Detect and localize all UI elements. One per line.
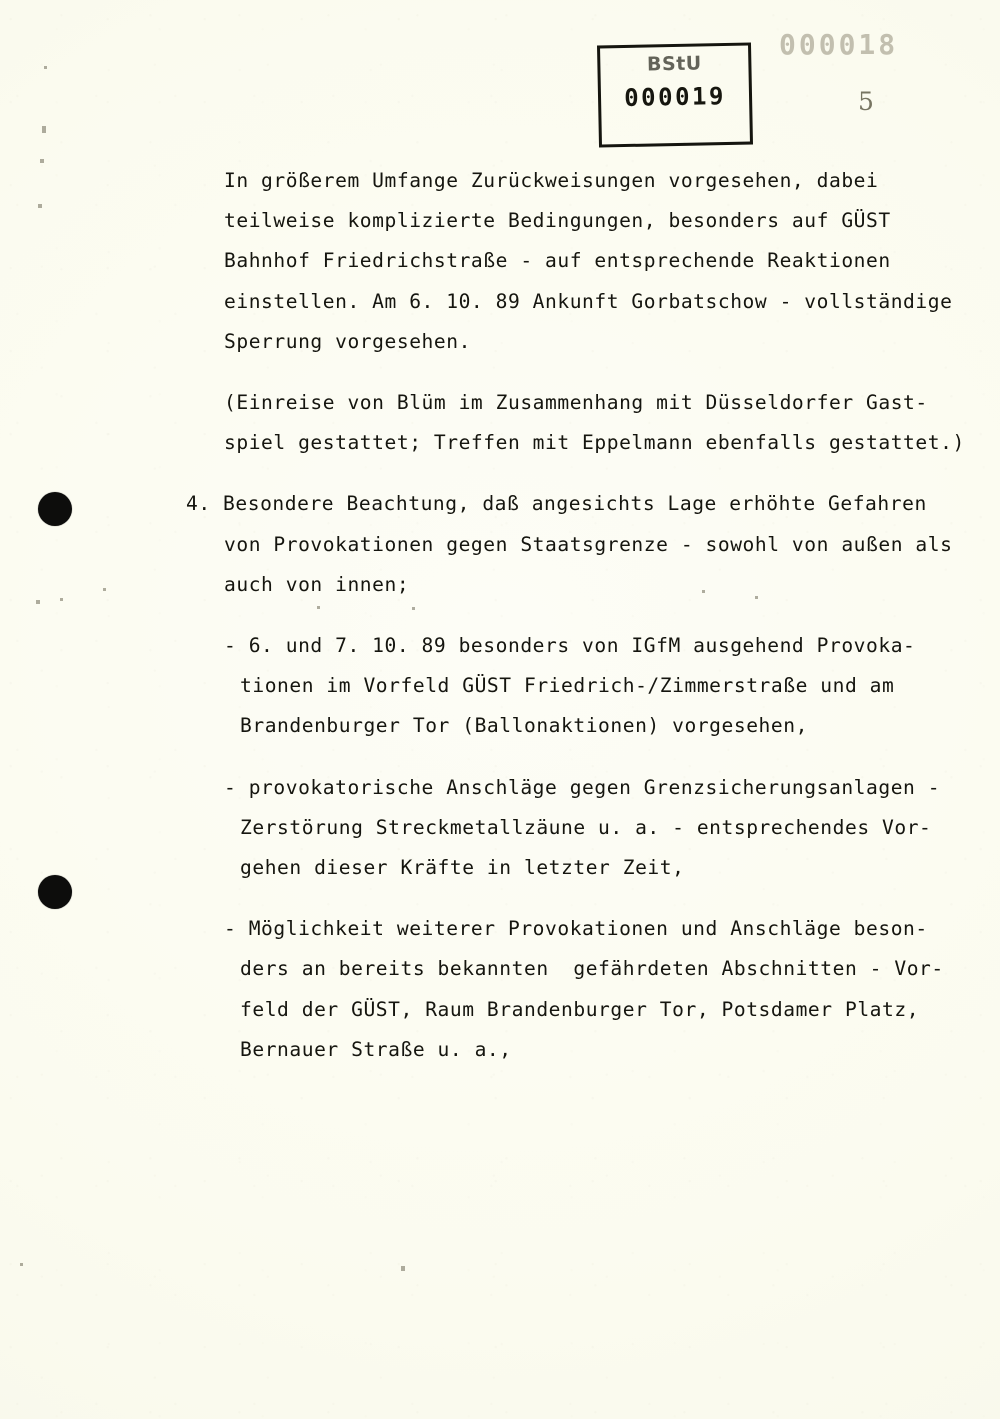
text-line: - 6. und 7. 10. 89 besonders von IGfM ausgehend Provoka-	[224, 634, 916, 657]
text-line: ders an bereits bekannten gefährdeten Abschnitten - Vor-	[240, 957, 944, 981]
scan-speck	[38, 204, 42, 208]
text-line: (Einreise von Blüm im Zusammenhang mit Düsseldorfer Gast-	[224, 391, 928, 414]
scan-speck	[755, 596, 758, 599]
bstu-archive-stamp	[597, 42, 753, 147]
page-number: 5	[858, 87, 874, 116]
scan-speck	[401, 1266, 405, 1271]
text-line: Sperrung vorgesehen.	[224, 329, 471, 353]
text-line: Brandenburger Tor (Ballonaktionen) vorgesehen,	[240, 714, 808, 738]
text-line: spiel gestattet; Treffen mit Eppelmann ebenfalls gestattet.)	[224, 431, 965, 455]
scan-speck	[60, 598, 63, 601]
text-line: gehen dieser Kräfte in letzter Zeit,	[240, 856, 685, 879]
text-line: teilweise komplizierte Bedingungen, besonders auf GÜST	[224, 209, 891, 233]
scan-speck	[44, 66, 47, 69]
scan-speck	[103, 588, 106, 591]
text-line: feld der GÜST, Raum Brandenburger Tor, Potsdamer Platz,	[240, 997, 920, 1021]
punch-hole-top	[38, 492, 72, 526]
scan-speck	[317, 606, 320, 609]
text-line: 4. Besondere Beachtung, daß angesichts Lage erhöhte Gefahren	[186, 492, 927, 516]
scan-speck	[702, 590, 705, 593]
stamp-authority-label: BStU	[646, 52, 702, 76]
scan-speck	[42, 126, 46, 133]
text-line: auch von innen;	[224, 572, 410, 596]
scan-speck	[40, 159, 44, 163]
text-line: Bernauer Straße u. a.,	[240, 1037, 512, 1061]
text-line: - Möglichkeit weiterer Provokationen und Anschläge beson-	[224, 917, 928, 941]
scan-speck	[36, 600, 40, 604]
text-line: In größerem Umfange Zurückweisungen vorgesehen, dabei	[224, 169, 879, 192]
punch-hole-bottom	[38, 875, 72, 909]
text-line: Bahnhof Friedrichstraße - auf entsprechende Reaktionen	[224, 249, 891, 273]
text-line: von Provokationen gegen Staatsgrenze - sowohl von außen als	[224, 532, 953, 556]
text-line: - provokatorische Anschläge gegen Grenzsicherungsanlagen -	[224, 775, 941, 799]
stamp-archive-number: 000019	[623, 81, 727, 113]
scan-speck	[412, 607, 415, 610]
scan-speck	[20, 1263, 23, 1266]
faint-archive-number: 000018	[779, 28, 899, 61]
text-line: einstellen. Am 6. 10. 89 Ankunft Gorbatschow - vollständige	[224, 289, 953, 313]
text-line: tionen im Vorfeld GÜST Friedrich-/Zimmerstraße und am	[240, 674, 895, 698]
text-line: Zerstörung Streckmetallzäune u. a. - entsprechendes Vor-	[240, 815, 932, 839]
